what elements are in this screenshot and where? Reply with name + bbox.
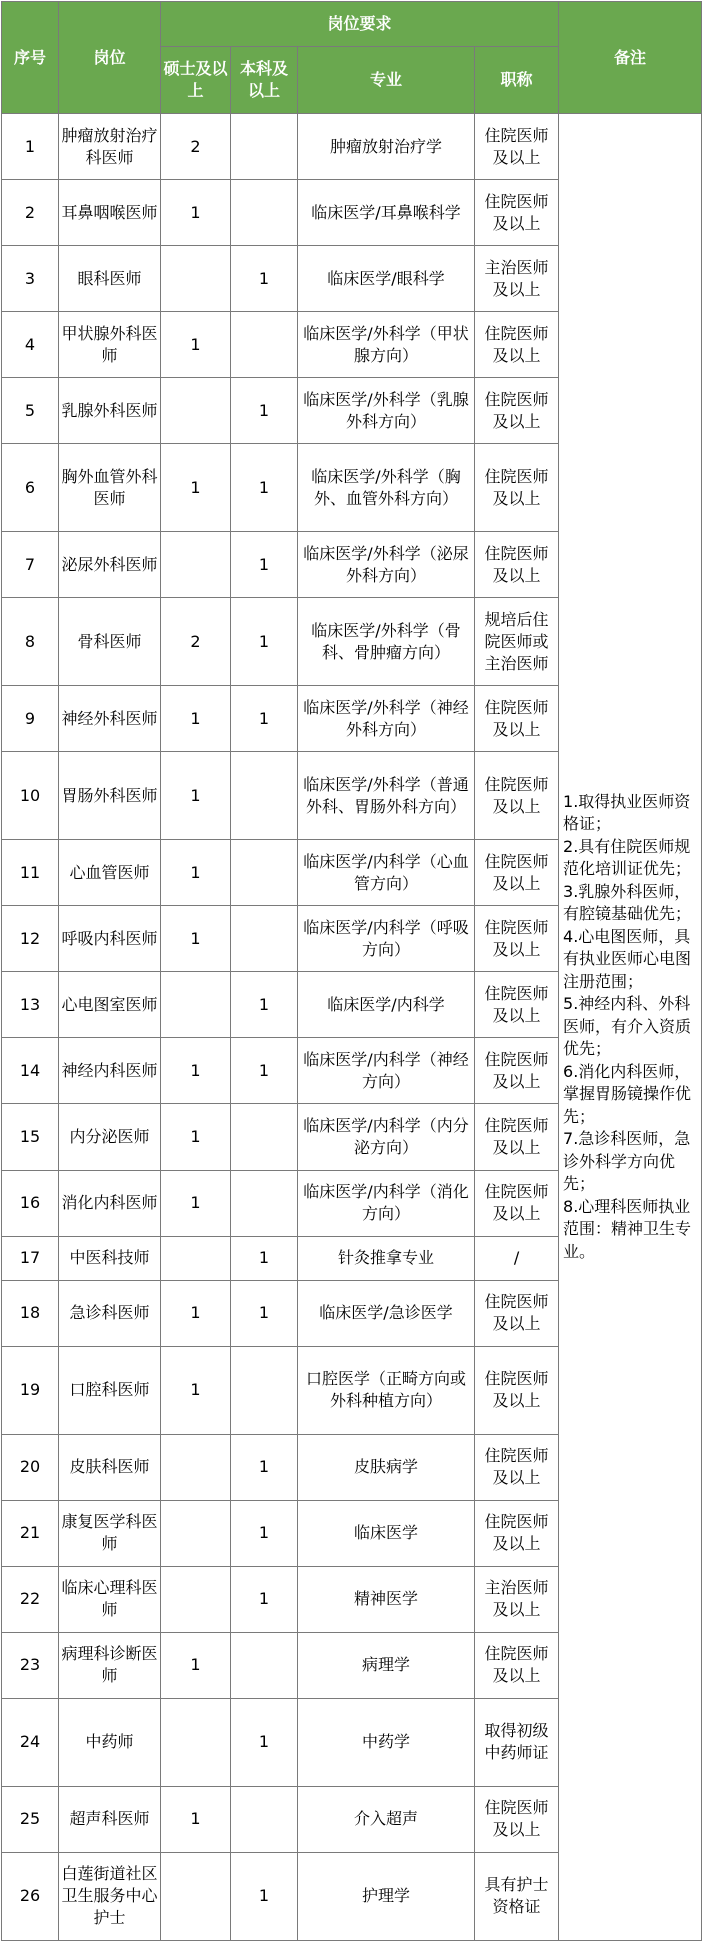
row-position: 心血管医师 [59,840,161,906]
row-title: 住院医师及以上 [475,532,559,598]
row-position: 甲状腺外科医师 [59,312,161,378]
row-master-count [161,1698,231,1786]
row-position: 康复医学科医师 [59,1500,161,1566]
table-header [2,2,702,114]
row-seq: 24 [2,1698,59,1786]
row-bachelor-count: 1 [231,1852,298,1940]
remark-item: 2.具有住院医师规范化培训证优先； [563,836,692,879]
row-position: 胸外血管外科医师 [59,444,161,532]
row-bachelor-count [231,840,298,906]
row-major: 临床医学/外科学（普通外科、胃肠外科方向） [298,752,475,840]
row-seq: 4 [2,312,59,378]
header-requirements: 岗位要求 [161,2,559,47]
row-bachelor-count [231,114,298,180]
row-master-count: 2 [161,114,231,180]
row-bachelor-count: 1 [231,598,298,686]
header-master: 硕士及以上 [161,47,231,114]
row-title: 住院医师及以上 [475,1500,559,1566]
row-seq: 12 [2,906,59,972]
row-major: 临床医学/外科学（泌尿外科方向） [298,532,475,598]
row-seq: 22 [2,1566,59,1632]
header-bachelor: 本科及以上 [231,47,298,114]
row-major: 临床医学/外科学（骨科、骨肿瘤方向） [298,598,475,686]
row-major: 临床医学/外科学（甲状腺方向） [298,312,475,378]
row-major: 临床医学/内科学（心血管方向） [298,840,475,906]
row-seq: 7 [2,532,59,598]
row-major: 口腔医学（正畸方向或外科种植方向） [298,1346,475,1434]
row-master-count: 1 [161,1038,231,1104]
row-title: 住院医师及以上 [475,840,559,906]
row-bachelor-count: 1 [231,972,298,1038]
row-seq: 10 [2,752,59,840]
row-position: 心电图室医师 [59,972,161,1038]
table-body [2,114,702,1941]
remark-item: 3.乳腺外科医师，有腔镜基础优先； [563,881,692,924]
row-master-count: 1 [161,752,231,840]
row-position: 胃肠外科医师 [59,752,161,840]
row-title: 住院医师及以上 [475,1170,559,1236]
row-position: 神经内科医师 [59,1038,161,1104]
row-major: 临床医学/内科学（内分泌方向） [298,1104,475,1170]
row-master-count [161,378,231,444]
row-bachelor-count [231,180,298,246]
remark-item: 4.心电图医师，具有执业医师心电图注册范围； [563,926,692,991]
row-major: 介入超声 [298,1786,475,1852]
row-position: 中药师 [59,1698,161,1786]
row-master-count: 1 [161,1632,231,1698]
row-seq: 14 [2,1038,59,1104]
remark-item: 8.心理科医师执业范围：精神卫生专业。 [563,1196,692,1261]
header-remark: 备注 [559,2,702,114]
row-bachelor-count: 1 [231,444,298,532]
row-master-count [161,1236,231,1280]
row-position: 神经外科医师 [59,686,161,752]
row-master-count: 1 [161,444,231,532]
header-major: 专业 [298,47,475,114]
row-seq: 26 [2,1852,59,1940]
row-title: 住院医师及以上 [475,906,559,972]
row-bachelor-count: 1 [231,686,298,752]
row-master-count: 1 [161,1786,231,1852]
header-position: 岗位 [59,2,161,114]
row-seq: 16 [2,1170,59,1236]
row-seq: 21 [2,1500,59,1566]
row-master-count: 1 [161,180,231,246]
row-master-count [161,532,231,598]
row-major: 临床医学 [298,1500,475,1566]
row-bachelor-count [231,906,298,972]
row-position: 肿瘤放射治疗科医师 [59,114,161,180]
row-major: 临床医学/内科学 [298,972,475,1038]
row-title: 住院医师及以上 [475,972,559,1038]
row-title: 住院医师及以上 [475,1786,559,1852]
row-bachelor-count: 1 [231,1566,298,1632]
row-major: 临床医学/急诊医学 [298,1280,475,1346]
row-position: 临床心理科医师 [59,1566,161,1632]
remarks-cell [559,114,702,1941]
row-bachelor-count: 1 [231,1500,298,1566]
row-title: 住院医师及以上 [475,752,559,840]
row-seq: 25 [2,1786,59,1852]
row-seq: 19 [2,1346,59,1434]
row-title: 规培后住院医师或主治医师 [475,598,559,686]
row-title: 住院医师及以上 [475,114,559,180]
row-position: 口腔科医师 [59,1346,161,1434]
row-master-count [161,246,231,312]
row-seq: 11 [2,840,59,906]
row-master-count: 1 [161,840,231,906]
row-bachelor-count [231,1104,298,1170]
row-title: 住院医师及以上 [475,1346,559,1434]
row-major: 中药学 [298,1698,475,1786]
row-seq: 23 [2,1632,59,1698]
row-position: 眼科医师 [59,246,161,312]
row-seq: 5 [2,378,59,444]
row-major: 临床医学/内科学（呼吸方向） [298,906,475,972]
row-title: 住院医师及以上 [475,1038,559,1104]
remark-item: 5.神经内科、外科医师，有介入资质优先； [563,994,692,1059]
row-master-count: 1 [161,312,231,378]
row-seq: 8 [2,598,59,686]
row-master-count: 1 [161,906,231,972]
row-master-count: 1 [161,686,231,752]
row-position: 乳腺外科医师 [59,378,161,444]
row-title: / [475,1236,559,1280]
row-title: 住院医师及以上 [475,1104,559,1170]
row-major: 临床医学/外科学（神经外科方向） [298,686,475,752]
row-major: 临床医学/内科学（消化方向） [298,1170,475,1236]
row-master-count: 1 [161,1104,231,1170]
row-title: 取得初级中药师证 [475,1698,559,1786]
row-title: 住院医师及以上 [475,180,559,246]
row-title: 住院医师及以上 [475,378,559,444]
row-position: 骨科医师 [59,598,161,686]
row-seq: 18 [2,1280,59,1346]
row-master-count [161,1566,231,1632]
row-position: 皮肤科医师 [59,1434,161,1500]
row-position: 急诊科医师 [59,1280,161,1346]
row-bachelor-count: 1 [231,1236,298,1280]
row-master-count: 1 [161,1170,231,1236]
row-bachelor-count [231,1346,298,1434]
row-master-count [161,972,231,1038]
row-title: 住院医师及以上 [475,444,559,532]
row-position: 超声科医师 [59,1786,161,1852]
row-master-count: 1 [161,1280,231,1346]
row-bachelor-count: 1 [231,532,298,598]
row-title: 住院医师及以上 [475,1632,559,1698]
row-major: 病理学 [298,1632,475,1698]
row-major: 皮肤病学 [298,1434,475,1500]
table-row [2,114,702,180]
row-seq: 13 [2,972,59,1038]
row-master-count [161,1500,231,1566]
row-major: 精神医学 [298,1566,475,1632]
row-master-count [161,1434,231,1500]
row-major: 临床医学/耳鼻喉科学 [298,180,475,246]
row-major: 临床医学/外科学（胸外、血管外科方向） [298,444,475,532]
row-title: 主治医师及以上 [475,1566,559,1632]
row-major: 针灸推拿专业 [298,1236,475,1280]
row-major: 临床医学/内科学（神经方向） [298,1038,475,1104]
header-seq: 序号 [2,2,59,114]
row-major: 临床医学/外科学（乳腺外科方向） [298,378,475,444]
row-seq: 17 [2,1236,59,1280]
row-position: 泌尿外科医师 [59,532,161,598]
row-bachelor-count [231,752,298,840]
row-seq: 20 [2,1434,59,1500]
row-bachelor-count [231,1170,298,1236]
row-title: 主治医师及以上 [475,246,559,312]
remark-item: 6.消化内科医师，掌握胃肠镜操作优先； [563,1061,692,1126]
row-bachelor-count [231,1632,298,1698]
recruitment-table [1,1,702,1941]
row-position: 白莲街道社区卫生服务中心护士 [59,1852,161,1940]
header-title: 职称 [475,47,559,114]
row-title: 住院医师及以上 [475,686,559,752]
row-title: 具有护士资格证 [475,1852,559,1940]
row-bachelor-count: 1 [231,1698,298,1786]
row-bachelor-count: 1 [231,1434,298,1500]
row-seq: 3 [2,246,59,312]
remark-item: 1.取得执业医师资格证； [563,791,691,834]
row-position: 内分泌医师 [59,1104,161,1170]
row-position: 消化内科医师 [59,1170,161,1236]
row-master-count [161,1852,231,1940]
row-bachelor-count: 1 [231,246,298,312]
row-master-count: 2 [161,598,231,686]
row-seq: 6 [2,444,59,532]
row-master-count: 1 [161,1346,231,1434]
row-bachelor-count [231,1786,298,1852]
row-bachelor-count [231,312,298,378]
row-seq: 15 [2,1104,59,1170]
row-major: 肿瘤放射治疗学 [298,114,475,180]
row-major: 临床医学/眼科学 [298,246,475,312]
row-position: 中医科技师 [59,1236,161,1280]
row-position: 病理科诊断医师 [59,1632,161,1698]
remark-item: 7.急诊科医师，急诊外科学方向优先； [563,1129,691,1194]
row-position: 耳鼻咽喉医师 [59,180,161,246]
row-title: 住院医师及以上 [475,1280,559,1346]
row-position: 呼吸内科医师 [59,906,161,972]
row-title: 住院医师及以上 [475,312,559,378]
row-seq: 2 [2,180,59,246]
row-bachelor-count: 1 [231,1038,298,1104]
row-seq: 1 [2,114,59,180]
row-bachelor-count: 1 [231,1280,298,1346]
row-seq: 9 [2,686,59,752]
row-bachelor-count: 1 [231,378,298,444]
row-major: 护理学 [298,1852,475,1940]
row-title: 住院医师及以上 [475,1434,559,1500]
